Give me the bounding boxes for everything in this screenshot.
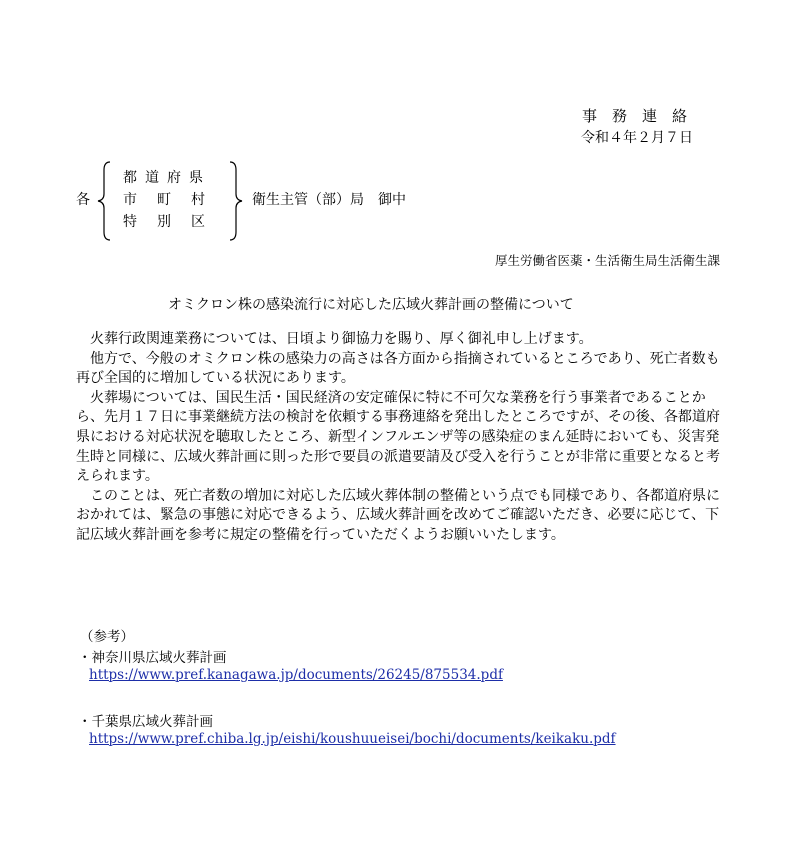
document-title: オミクロン株の感染流行に対応した広域火葬計画の整備について xyxy=(168,297,574,313)
right-brace-icon xyxy=(228,160,244,242)
addressee: 衛生主管（部）局 御中 xyxy=(252,192,406,208)
paragraph-1: 火葬行政関連業務については、日頃より御協力を賜り、厚く御礼申し上げます。 xyxy=(90,331,593,347)
references-heading: （参考） xyxy=(80,629,134,645)
body-text xyxy=(76,330,726,546)
reference-chiba-label: ・千葉県広域火葬計画 xyxy=(78,714,213,730)
recipient-line-prefectures: 都道府県 xyxy=(123,170,211,186)
document-date: 令和４年２月７日 xyxy=(581,130,693,146)
paragraph-2: 他方で、今般のオミクロン株の感染力の高さは各方面から指摘されているところであり、死亡者数も再び全国的に増加している状況にあります。 xyxy=(76,350,720,387)
recipient-line-municipalities: 市町村 xyxy=(123,192,225,208)
reference-kanagawa-label: ・神奈川県広域火葬計画 xyxy=(78,650,227,666)
recipient-line-special-wards: 特別区 xyxy=(123,214,225,230)
issuer: 厚生労働省医薬・生活衛生局生活衛生課 xyxy=(495,253,721,268)
recipient-prefix: 各 xyxy=(76,192,90,208)
reference-kanagawa-link[interactable]: https://www.pref.kanagawa.jp/documents/26245/875534.pdf xyxy=(89,667,503,683)
paragraph-4: このことは、死亡者数の増加に対応した広域火葬体制の整備という点でも同様であり、各都道府県におかれては、緊急の事態に対応できるよう、広域火葬計画を改めてご確認いただき、必要に応じて、下記広域火葬計画を参考に規定の整備を行っていただくようお願いいたします。 xyxy=(76,487,720,543)
left-brace-icon xyxy=(96,160,112,242)
paragraph-3: 火葬場については、国民生活・国民経済の安定確保に特に不可欠な業務を行う事業者であることから、先月１７日に事業継続方法の検討を依頼する事務連絡を発出したところですが、その後、各都道府県における対応状況を聴取したところ、新型インフルエンザ等の感染症のまん延時においても、災害発生時と同様に、広域火葬計画に則った形で要員の派遣要請及び受入を行うことが非常に重要となると考えられます。 xyxy=(76,389,720,485)
document-type: 事務連絡 xyxy=(582,107,703,125)
reference-chiba-link[interactable]: https://www.pref.chiba.lg.jp/eishi/koushuueisei/bochi/documents/keikaku.pdf xyxy=(89,731,616,747)
